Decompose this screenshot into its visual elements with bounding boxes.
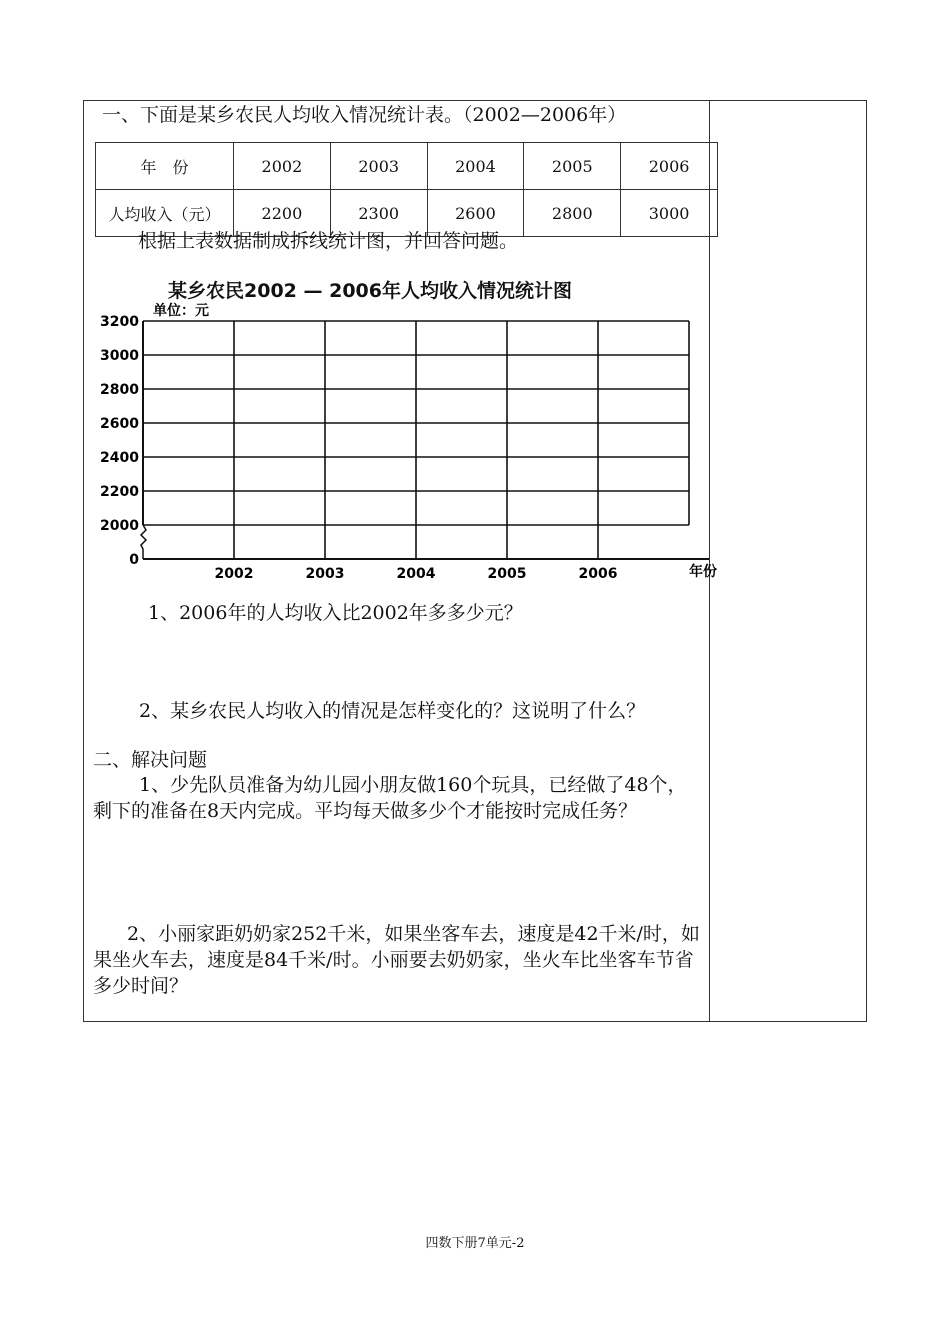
question-2: 2、某乡农民人均收入的情况是怎样变化的？这说明了什么？ (139, 700, 646, 722)
y-tick-label: 2000 (100, 518, 139, 534)
table-header-cell: 年 份 (96, 143, 234, 190)
table-cell: 2002 (234, 143, 331, 190)
x-axis-label: 年份 (689, 564, 717, 580)
table-cell: 2600 (427, 190, 524, 237)
y-tick-label: 2400 (100, 450, 139, 466)
line-chart-grid (95, 298, 717, 588)
table-cell: 2004 (427, 143, 524, 190)
y-tick-label: 2600 (100, 416, 139, 432)
table-cell: 2300 (330, 190, 427, 237)
chart-unit-label: 单位：元 (153, 303, 209, 319)
y-tick-label: 0 (129, 552, 139, 568)
problem-1: 1、少先队员准备为幼儿园小朋友做160个玩具，已经做了48个，剩下的准备在8天内完成。平均每天做多少个才能按时完成任务？ (93, 774, 687, 822)
table-cell: 2006 (621, 143, 718, 190)
y-tick-label: 2200 (100, 484, 139, 500)
chart-title: 某乡农民2002 — 2006年人均收入情况统计图 (168, 280, 572, 302)
x-tick-label: 2004 (396, 566, 436, 582)
table-cell: 2800 (524, 190, 621, 237)
table-cell: 2003 (330, 143, 427, 190)
table-header-cell: 人均收入（元） (96, 190, 234, 237)
table-cell: 2005 (524, 143, 621, 190)
page-footer: 四数下册7单元-2 (425, 1236, 525, 1251)
table-cell: 2200 (234, 190, 331, 237)
table-row (96, 143, 718, 190)
question-1: 1、2006年的人均收入比2002年多多少元？ (148, 602, 523, 624)
y-tick-label: 2800 (100, 382, 139, 398)
section2-heading: 二、解决问题 (93, 749, 208, 771)
y-tick-label: 3200 (100, 314, 139, 330)
table-cell: 3000 (621, 190, 718, 237)
x-tick-label: 2005 (487, 566, 527, 582)
problem-2: 2、小丽家距奶奶家252千米，如果坐客车去，速度是42千米/时，如果坐火车去，速度是84千米/时。小丽要去奶奶家，坐火车比坐客车节省多少时间？ (93, 923, 700, 997)
x-tick-label: 2003 (305, 566, 345, 582)
y-tick-label: 3000 (100, 348, 139, 364)
x-tick-label: 2002 (214, 566, 254, 582)
section1-heading: 一、下面是某乡农民人均收入情况统计表。（2002—2006年） (102, 104, 627, 126)
chart-instruction: 根据上表数据制成拆线统计图，并回答问题。 (138, 230, 519, 252)
x-tick-label: 2006 (578, 566, 618, 582)
income-table (95, 142, 718, 237)
axis-break-mark (141, 525, 146, 559)
